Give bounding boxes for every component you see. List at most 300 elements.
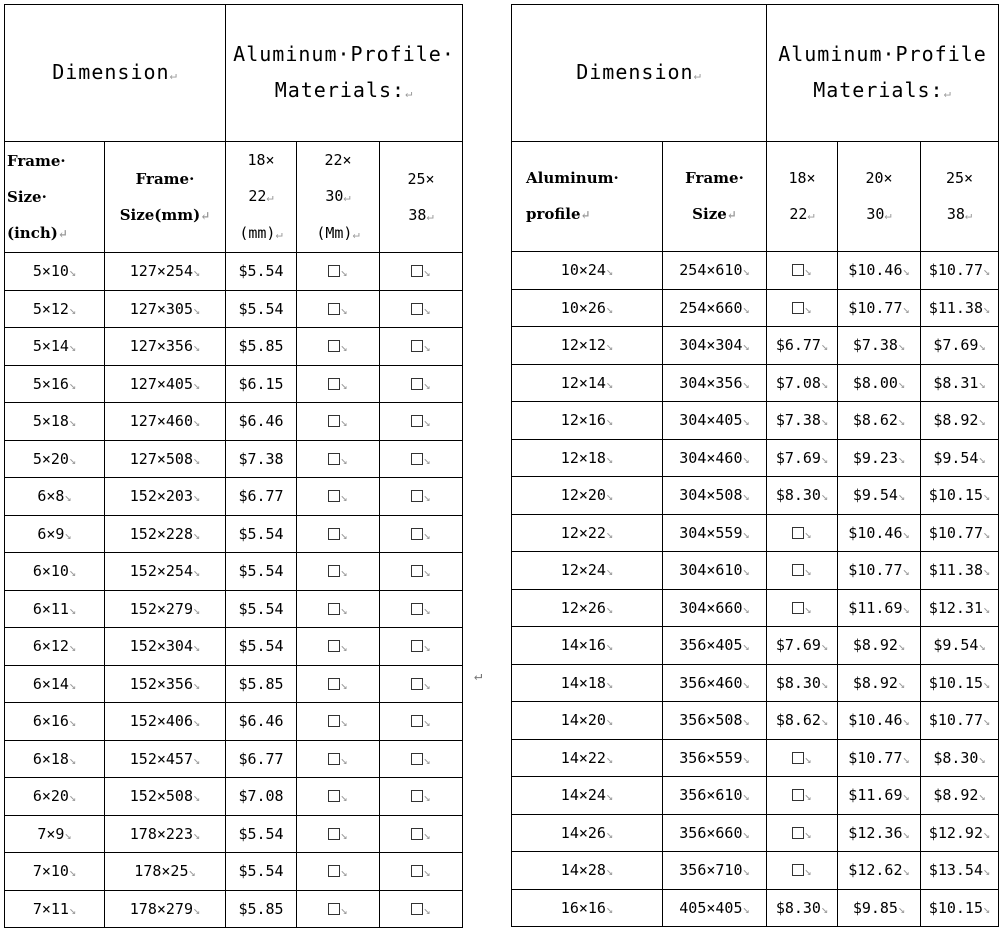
table-row — [512, 627, 999, 665]
cell-mark: ↘ — [423, 902, 431, 917]
price-20x30-cell: $9.54↘ — [838, 477, 921, 515]
empty-box-icon — [328, 865, 340, 877]
price-18x22-cell: $6.77↘ — [767, 327, 838, 365]
frame-size-cell: 356×710↘ — [663, 852, 767, 890]
empty-box-icon — [328, 828, 340, 840]
frame-size-cell: 356×610↘ — [663, 777, 767, 815]
price-18x22-cell: $6.77 — [226, 740, 297, 778]
cell-mark: ↘ — [423, 602, 431, 617]
cell-mark: ↘ — [68, 752, 77, 767]
empty-box-icon — [328, 453, 340, 465]
cell-mark: ↘ — [605, 639, 614, 654]
cell-mark: ↘ — [742, 714, 750, 729]
table-row — [5, 478, 463, 516]
cell-mark: ↘ — [897, 451, 906, 466]
empty-box-icon — [411, 603, 423, 615]
cell-mark: ↘ — [423, 640, 431, 655]
aluminum-profile-cell: 14×24↘ — [512, 777, 663, 815]
table-row — [512, 514, 999, 552]
left-price-table — [4, 4, 463, 928]
right-table-body — [512, 252, 999, 927]
empty-box-icon — [411, 753, 423, 765]
cell-mark: ↘ — [423, 827, 431, 842]
table-row — [512, 439, 999, 477]
price-25x38-cell: $9.54↘ — [921, 439, 999, 477]
price-18x22-cell: $5.54 — [226, 853, 297, 891]
cell-mark: ↘ — [902, 789, 910, 804]
right-header-row — [512, 5, 999, 142]
cell-mark: ↘ — [340, 377, 348, 392]
table-row — [5, 778, 463, 816]
frame-size-mm-cell: 127×254↘ — [105, 253, 226, 291]
cell-mark: ↘ — [742, 376, 750, 391]
table-row — [512, 814, 999, 852]
cell-mark: ↘ — [605, 826, 614, 841]
cell-mark: ↘ — [68, 265, 77, 280]
cell-mark: ↘ — [68, 377, 77, 392]
price-25x38-cell — [380, 815, 463, 853]
price-22x30-cell — [297, 365, 380, 403]
right-subheader-row — [512, 142, 999, 252]
cell-mark: ↘ — [68, 640, 77, 655]
cell-mark: ↘ — [193, 415, 201, 430]
price-25x38-cell: $12.31↘ — [921, 589, 999, 627]
cell-mark: ↘ — [902, 301, 910, 316]
price-18x22-cell: $7.38 — [226, 440, 297, 478]
price-20x30-cell: $8.92↘ — [838, 664, 921, 702]
aluminum-profile-cell: 14×20↘ — [512, 702, 663, 740]
price-25x38-cell: $10.77↘ — [921, 252, 999, 290]
left-table-body — [5, 253, 463, 928]
cell-mark: ↘ — [742, 489, 750, 504]
profile-20x30-header: 20× 30↵ — [838, 142, 921, 252]
price-25x38-cell: $10.15↘ — [921, 664, 999, 702]
price-18x22-cell: $8.30↘ — [767, 889, 838, 927]
table-row — [5, 365, 463, 403]
aluminum-profile-cell: 16×16↘ — [512, 889, 663, 927]
frame-size-inch-cell: 6×14↘ — [5, 665, 105, 703]
cell-mark: ↘ — [193, 490, 201, 505]
frame-size-inch-cell: 5×14↘ — [5, 328, 105, 366]
empty-box-icon — [328, 678, 340, 690]
frame-size-cell: 304×610↘ — [663, 552, 767, 590]
cell-mark: ↘ — [193, 827, 201, 842]
frame-size-inch-header: Frame· Size· (inch)↵ — [5, 142, 105, 253]
empty-box-icon — [411, 903, 423, 915]
price-20x30-cell: $8.92↘ — [838, 627, 921, 665]
frame-size-inch-cell: 6×16↘ — [5, 703, 105, 741]
aluminum-profile-cell: 12×22↘ — [512, 514, 663, 552]
cell-mark: ↘ — [902, 826, 910, 841]
cell-mark: ↘ — [982, 564, 991, 579]
empty-box-icon — [411, 528, 423, 540]
cell-mark: ↘ — [340, 340, 348, 355]
cell-mark: ↘ — [982, 489, 991, 504]
price-22x30-cell — [297, 740, 380, 778]
price-22x30-cell — [297, 290, 380, 328]
price-25x38-cell: $13.54↘ — [921, 852, 999, 890]
cell-mark: ↘ — [605, 564, 614, 579]
cell-mark: ↘ — [193, 265, 201, 280]
cell-mark: ↘ — [605, 264, 614, 279]
cell-mark: ↘ — [423, 565, 431, 580]
cell-mark: ↘ — [902, 714, 910, 729]
frame-size-inch-cell: 6×11↘ — [5, 590, 105, 628]
cell-mark: ↘ — [742, 264, 750, 279]
price-18x22-cell: $5.54 — [226, 290, 297, 328]
cell-mark: ↘ — [902, 264, 910, 279]
aluminum-profile-cell: 14×16↘ — [512, 627, 663, 665]
cell-mark: ↘ — [193, 565, 201, 580]
frame-size-cell: 356×405↘ — [663, 627, 767, 665]
price-22x30-cell — [297, 778, 380, 816]
cell-mark: ↘ — [340, 602, 348, 617]
empty-box-icon — [328, 490, 340, 502]
empty-box-icon — [792, 527, 804, 539]
cell-mark: ↘ — [897, 901, 906, 916]
frame-size-mm-cell: 178×25↘ — [105, 853, 226, 891]
cell-mark: ↘ — [340, 302, 348, 317]
price-20x30-cell: $9.85↘ — [838, 889, 921, 927]
table-row — [5, 590, 463, 628]
cell-mark: ↘ — [605, 714, 614, 729]
frame-size-mm-cell: 178×223↘ — [105, 815, 226, 853]
price-18x22-cell — [767, 552, 838, 590]
cell-mark: ↘ — [897, 339, 906, 354]
cell-mark: ↘ — [423, 715, 431, 730]
empty-box-icon — [328, 640, 340, 652]
cell-mark: ↘ — [193, 602, 201, 617]
cell-mark: ↘ — [340, 865, 348, 880]
empty-box-icon — [328, 715, 340, 727]
table-row — [512, 889, 999, 927]
empty-box-icon — [792, 264, 804, 276]
cell-mark: ↘ — [340, 640, 348, 655]
price-18x22-cell: $7.08↘ — [767, 364, 838, 402]
cell-mark: ↘ — [193, 640, 201, 655]
frame-size-cell: 304×356↘ — [663, 364, 767, 402]
table-row — [512, 664, 999, 702]
empty-box-icon — [411, 453, 423, 465]
cell-mark: ↘ — [340, 677, 348, 692]
cell-mark: ↘ — [605, 676, 614, 691]
cell-mark: ↘ — [193, 715, 201, 730]
cell-mark: ↘ — [64, 527, 72, 542]
cell-mark: ↘ — [340, 902, 348, 917]
cell-mark: ↘ — [64, 490, 72, 505]
cell-mark: ↘ — [423, 790, 431, 805]
cell-mark: ↘ — [742, 639, 750, 654]
price-18x22-cell: $5.54 — [226, 628, 297, 666]
cell-mark: ↘ — [804, 301, 812, 316]
price-25x38-cell: $11.38↘ — [921, 552, 999, 590]
cell-mark: ↘ — [193, 527, 201, 542]
frame-size-inch-cell: 5×10↘ — [5, 253, 105, 291]
cell-mark: ↘ — [978, 376, 986, 391]
aluminum-profile-header: Aluminum· profile↵ — [512, 142, 663, 252]
price-20x30-cell: $11.69↘ — [838, 589, 921, 627]
price-25x38-cell: $10.15↘ — [921, 477, 999, 515]
empty-box-icon — [328, 903, 340, 915]
cell-mark: ↘ — [742, 414, 750, 429]
frame-size-cell: 254×660↘ — [663, 289, 767, 327]
cell-mark: ↘ — [340, 827, 348, 842]
frame-size-mm-cell: 152×228↘ — [105, 515, 226, 553]
table-row — [5, 703, 463, 741]
cell-mark: ↘ — [902, 864, 910, 879]
aluminum-profile-cell: 12×24↘ — [512, 552, 663, 590]
price-22x30-cell — [297, 553, 380, 591]
cell-mark: ↘ — [742, 339, 750, 354]
empty-box-icon — [328, 265, 340, 277]
cell-mark: ↘ — [340, 790, 348, 805]
empty-box-icon — [411, 715, 423, 727]
cell-mark: ↘ — [982, 864, 991, 879]
cell-mark: ↘ — [804, 526, 812, 541]
cell-mark: ↘ — [605, 339, 614, 354]
materials-title-line1: Aluminum·Profile — [778, 41, 987, 66]
price-25x38-cell — [380, 403, 463, 441]
cell-mark: ↘ — [605, 751, 614, 766]
cell-mark: ↘ — [423, 265, 431, 280]
profile-18x22-header: 18× 22↵ (mm)↵ — [226, 142, 297, 253]
frame-size-cell: 254×610↘ — [663, 252, 767, 290]
cell-mark: ↘ — [188, 865, 196, 880]
frame-size-cell: 304×508↘ — [663, 477, 767, 515]
empty-box-icon — [328, 603, 340, 615]
cell-mark: ↘ — [820, 339, 829, 354]
cell-mark: ↘ — [897, 676, 906, 691]
cell-mark: ↘ — [978, 789, 986, 804]
empty-box-icon — [792, 827, 804, 839]
cell-mark: ↘ — [605, 451, 614, 466]
cell-mark: ↘ — [804, 789, 812, 804]
table-row — [5, 553, 463, 591]
price-18x22-cell: $8.30↘ — [767, 664, 838, 702]
price-22x30-cell — [297, 590, 380, 628]
frame-size-mm-cell: 152×279↘ — [105, 590, 226, 628]
empty-box-icon — [328, 415, 340, 427]
frame-size-mm-cell: 127×356↘ — [105, 328, 226, 366]
frame-size-cell: 405×405↘ — [663, 889, 767, 927]
cell-mark: ↘ — [982, 264, 991, 279]
empty-box-icon — [328, 753, 340, 765]
frame-size-inch-cell: 6×20↘ — [5, 778, 105, 816]
empty-box-icon — [411, 790, 423, 802]
cell-mark: ↘ — [340, 527, 348, 542]
cell-mark: ↘ — [423, 490, 431, 505]
frame-size-mm-cell: 127×305↘ — [105, 290, 226, 328]
cell-mark: ↘ — [897, 376, 906, 391]
cell-mark: ↘ — [902, 751, 910, 766]
cell-mark: ↘ — [897, 639, 906, 654]
price-22x30-cell — [297, 440, 380, 478]
price-18x22-cell: $5.54 — [226, 253, 297, 291]
cell-mark: ↘ — [68, 790, 77, 805]
price-22x30-cell — [297, 628, 380, 666]
price-20x30-cell: $10.77↘ — [838, 739, 921, 777]
empty-box-icon — [411, 378, 423, 390]
cell-mark: ↘ — [423, 415, 431, 430]
price-25x38-cell — [380, 328, 463, 366]
cell-mark: ↘ — [978, 751, 986, 766]
cell-mark: ↘ — [742, 526, 750, 541]
price-18x22-cell — [767, 514, 838, 552]
price-20x30-cell: $10.46↘ — [838, 252, 921, 290]
cell-mark: ↘ — [193, 790, 201, 805]
price-25x38-cell — [380, 740, 463, 778]
cell-mark: ↘ — [742, 751, 750, 766]
frame-size-mm-cell: 152×254↘ — [105, 553, 226, 591]
cell-mark: ↘ — [193, 902, 201, 917]
price-22x30-cell — [297, 328, 380, 366]
cell-mark: ↘ — [820, 639, 829, 654]
cell-mark: ↘ — [605, 489, 614, 504]
price-18x22-cell — [767, 252, 838, 290]
cell-mark: ↘ — [340, 565, 348, 580]
empty-box-icon — [411, 865, 423, 877]
price-22x30-cell — [297, 853, 380, 891]
cell-mark: ↘ — [742, 864, 750, 879]
empty-box-icon — [792, 602, 804, 614]
cell-mark: ↘ — [978, 414, 986, 429]
table-row — [5, 515, 463, 553]
frame-size-cell: 304×660↘ — [663, 589, 767, 627]
price-25x38-cell — [380, 628, 463, 666]
cell-mark: ↘ — [423, 865, 431, 880]
price-18x22-cell: $5.54 — [226, 590, 297, 628]
frame-size-cell: 356×508↘ — [663, 702, 767, 740]
cell-mark: ↘ — [68, 865, 77, 880]
cell-mark: ↘ — [423, 752, 431, 767]
empty-box-icon — [328, 790, 340, 802]
price-18x22-cell: $5.85 — [226, 328, 297, 366]
return-mark: ↵ — [405, 85, 414, 100]
price-18x22-cell — [767, 739, 838, 777]
frame-size-inch-cell: 6×10↘ — [5, 553, 105, 591]
cell-mark: ↘ — [742, 301, 750, 316]
cell-mark: ↘ — [605, 901, 614, 916]
cell-mark: ↘ — [340, 265, 348, 280]
empty-box-icon — [792, 564, 804, 576]
price-18x22-cell: $5.85 — [226, 665, 297, 703]
price-18x22-cell: $6.46 — [226, 403, 297, 441]
price-25x38-cell — [380, 290, 463, 328]
aluminum-profile-cell: 10×24↘ — [512, 252, 663, 290]
cell-mark: ↘ — [982, 676, 991, 691]
cell-mark: ↘ — [820, 451, 829, 466]
price-20x30-cell: $10.46↘ — [838, 702, 921, 740]
frame-size-inch-cell: 6×8↘ — [5, 478, 105, 516]
cell-mark: ↘ — [742, 564, 750, 579]
cell-mark: ↘ — [982, 714, 991, 729]
table-row — [512, 702, 999, 740]
frame-size-inch-cell: 5×16↘ — [5, 365, 105, 403]
cell-mark: ↘ — [902, 601, 910, 616]
empty-box-icon — [328, 528, 340, 540]
frame-size-mm-cell: 152×406↘ — [105, 703, 226, 741]
table-row — [512, 777, 999, 815]
empty-box-icon — [411, 640, 423, 652]
table-row — [5, 628, 463, 666]
empty-box-icon — [328, 378, 340, 390]
cell-mark: ↘ — [820, 676, 829, 691]
frame-size-cell: 304×405↘ — [663, 402, 767, 440]
cell-mark: ↘ — [820, 489, 829, 504]
cell-mark: ↘ — [423, 452, 431, 467]
frame-size-inch-cell: 6×12↘ — [5, 628, 105, 666]
frame-size-inch-cell: 5×20↘ — [5, 440, 105, 478]
frame-size-mm-cell: 127×460↘ — [105, 403, 226, 441]
table-row — [512, 477, 999, 515]
empty-box-icon — [411, 415, 423, 427]
table-row — [512, 402, 999, 440]
table-row — [5, 853, 463, 891]
price-25x38-cell — [380, 440, 463, 478]
cell-mark: ↘ — [820, 376, 829, 391]
price-18x22-cell: $6.77 — [226, 478, 297, 516]
frame-size-inch-cell: 7×9↘ — [5, 815, 105, 853]
frame-size-header: Frame· Size↵ — [663, 142, 767, 252]
price-18x22-cell: $5.54 — [226, 815, 297, 853]
cell-mark: ↘ — [423, 377, 431, 392]
empty-box-icon — [411, 678, 423, 690]
price-22x30-cell — [297, 515, 380, 553]
price-18x22-cell: $7.69↘ — [767, 627, 838, 665]
frame-size-mm-cell: 152×356↘ — [105, 665, 226, 703]
cell-mark: ↘ — [897, 414, 906, 429]
table-row — [512, 327, 999, 365]
cell-mark: ↘ — [68, 452, 77, 467]
dimension-title: Dimension — [576, 59, 694, 84]
cell-mark: ↘ — [982, 301, 991, 316]
cell-mark: ↘ — [804, 751, 812, 766]
aluminum-profile-cell: 14×22↘ — [512, 739, 663, 777]
table-row — [512, 252, 999, 290]
frame-size-mm-cell: 178×279↘ — [105, 890, 226, 928]
cell-mark: ↘ — [340, 752, 348, 767]
price-18x22-cell: $8.30↘ — [767, 477, 838, 515]
cell-mark: ↘ — [804, 564, 812, 579]
table-row — [5, 290, 463, 328]
table-row — [5, 440, 463, 478]
price-25x38-cell — [380, 665, 463, 703]
right-price-table — [511, 4, 999, 927]
price-18x22-cell — [767, 777, 838, 815]
profile-25x38-header: 25× 38↵ — [380, 142, 463, 253]
price-18x22-cell — [767, 814, 838, 852]
frame-size-cell: 304×460↘ — [663, 439, 767, 477]
cell-mark: ↘ — [820, 714, 829, 729]
return-mark: ↵ — [169, 67, 178, 82]
aluminum-profile-cell: 12×16↘ — [512, 402, 663, 440]
paragraph-return-mark: ↵ — [474, 668, 483, 684]
cell-mark: ↘ — [804, 826, 812, 841]
cell-mark: ↘ — [64, 827, 72, 842]
materials-header — [767, 5, 999, 142]
cell-mark: ↘ — [68, 565, 77, 580]
frame-size-mm-cell: 127×405↘ — [105, 365, 226, 403]
price-22x30-cell — [297, 665, 380, 703]
price-20x30-cell: $10.77↘ — [838, 289, 921, 327]
frame-size-inch-cell: 7×11↘ — [5, 890, 105, 928]
cell-mark: ↘ — [423, 340, 431, 355]
materials-title-line2: Materials: — [813, 77, 944, 102]
frame-size-mm-cell: 152×203↘ — [105, 478, 226, 516]
table-row — [5, 815, 463, 853]
cell-mark: ↘ — [982, 901, 991, 916]
price-25x38-cell: $7.69↘ — [921, 327, 999, 365]
